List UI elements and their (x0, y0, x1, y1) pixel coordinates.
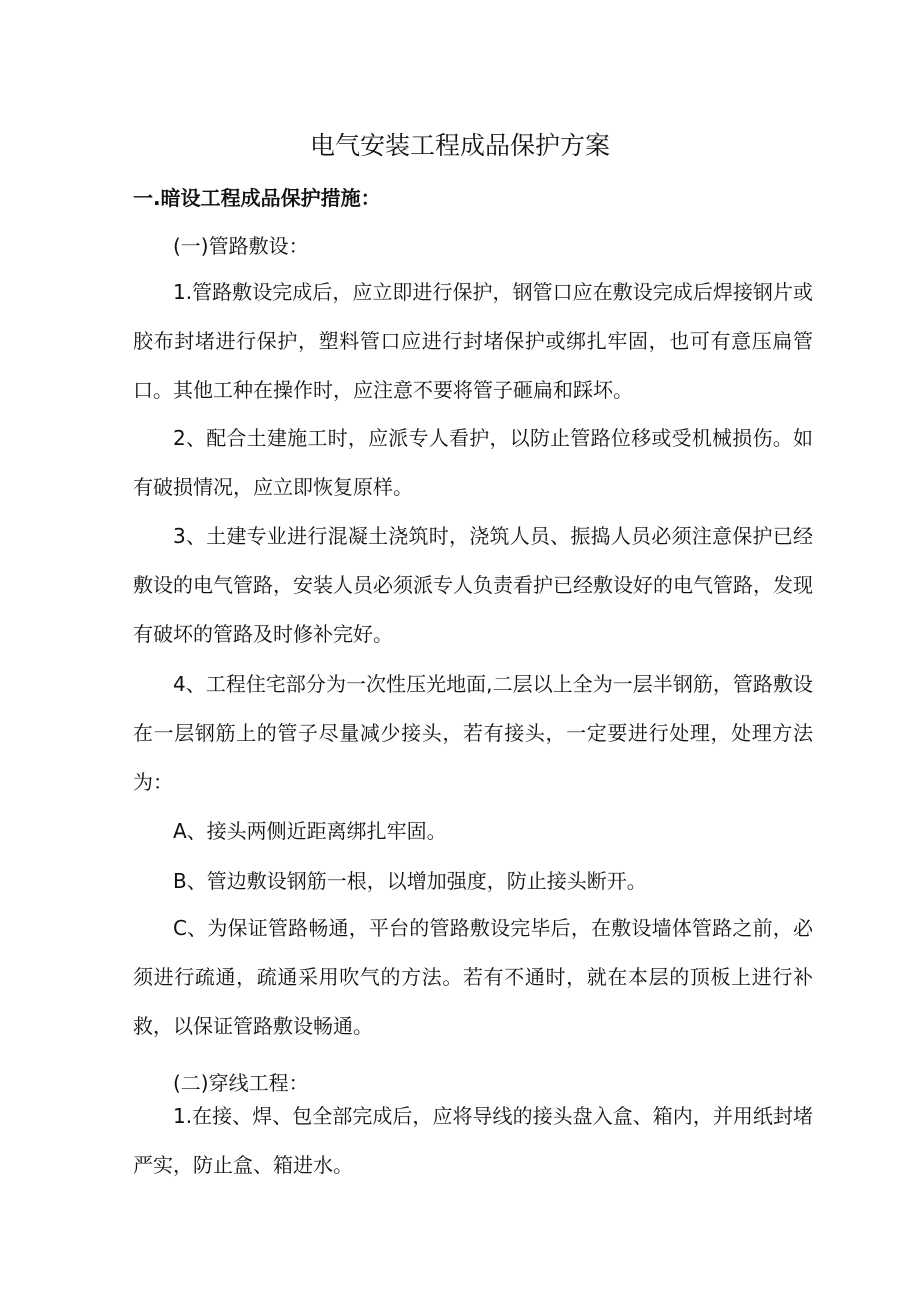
list-item-b: B、管边敷设钢筋一根，以增加强度，防止接头断开。 (173, 869, 647, 893)
list-item-a: A、接头两侧近距离绑扎牢固。 (173, 819, 447, 843)
paragraph-item-4: 4、工程住宅部分为一次性压光地面,二层以上全为一层半钢筋，管路敷设在一层钢筋上的管子尽量减少接头，若有接头，一定要进行处理，处理方法为： (133, 672, 813, 794)
paragraph-item-1: 1.管路敷设完成后，应立即进行保护，钢管口应在敷设完成后焊接钢片或胶布封堵进行保护，塑料管口应进行封堵保护或绑扎牢固，也可有意压扁管口。其他工种在操作时，应注意不要将管子砸扁和踩坏。 (133, 280, 813, 402)
paragraph-wire-1: 1.在接、焊、包全部完成后，应将导线的接头盘入盒、箱内，并用纸封堵严实，防止盒、箱进水。 (133, 1104, 813, 1177)
section-heading: 一.暗设工程成品保护措施： (133, 186, 381, 210)
document-title: 电气安装工程成品保护方案 (309, 131, 610, 160)
subsection-heading-2: (二)穿线工程： (173, 1071, 309, 1095)
paragraph-item-3: 3、土建专业进行混凝土浇筑时，浇筑人员、振捣人员必须注意保护已经敷设的电气管路，安装人员必须派专人负责看护已经敷设好的电气管路，发现有破坏的管路及时修补完好。 (133, 524, 813, 646)
list-item-c: C、为保证管路畅通，平台的管路敷设完毕后，在敷设墙体管路之前，必须进行疏通，疏通采用吹气的方法。若有不通时，就在本层的顶板上进行补救，以保证管路敷设畅通。 (133, 916, 813, 1038)
subsection-heading: (一)管路敷设： (173, 234, 309, 258)
paragraph-item-2: 2、配合土建施工时，应派专人看护，以防止管路位移或受机械损伤。如有破损情况，应立即恢复原样。 (133, 426, 813, 499)
